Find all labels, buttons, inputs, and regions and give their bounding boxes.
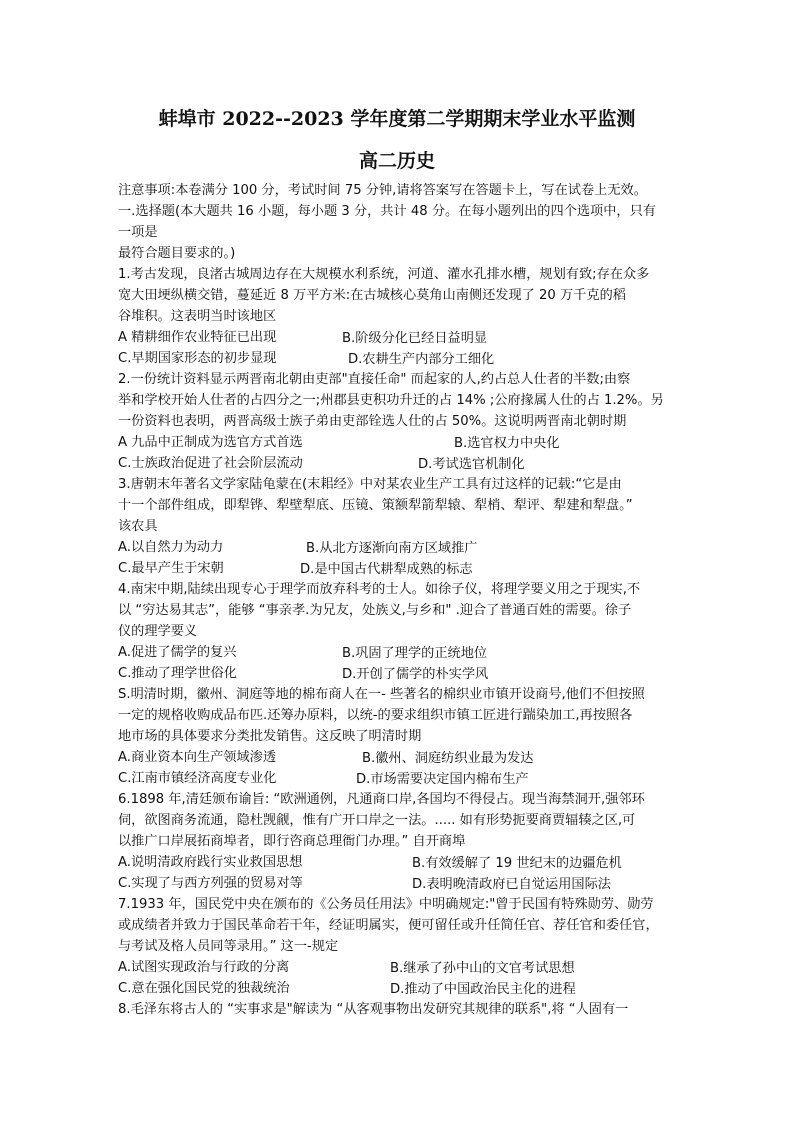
notice-line: 注意事项:本卷满分 100 分，考试时间 75 分钟,请将答案写在答题卡上，写在试卷上无效。 <box>118 183 647 198</box>
q3-option-c: C.最早产生于宋朝 <box>118 561 224 576</box>
question-3-text: 3.唐朝末年著名文学家陆龟蒙在(末耜经》中对某农业生产工具有过这样的记载:“它是由 <box>118 477 622 492</box>
q7-option-b: B.继承了孙中山的文官考试思想 <box>390 961 575 976</box>
question-1-text: 1.考古发现，良渚古城周边存在大规模水利系统，河道、灌水孔排水槽，规划有致;存在众多 <box>118 267 650 282</box>
q5-option-b: B.徽州、洞庭纺织业最为发达 <box>362 751 534 766</box>
q4-option-b: B.巩固了理学的正统地位 <box>342 646 488 661</box>
q4-option-d: D.开创了儒学的朴实学风 <box>342 667 489 682</box>
question-2-text: 一份资料也表明，两晋高级士族子弟由吏部铨选人仕的占 50%。这说明两晋南北朝时期 <box>118 414 627 429</box>
question-7-text: 7.1933 年，国民党中央在颁布的《公务员任用法》中明确规定:"曾于民国有特殊勋劳、勋劳 <box>118 897 654 912</box>
question-3-text: 十一个部件组成，即犁铧、犁壁犁底、压镜、策额犁箭犁辕、犁梢、犁评、犁建和犁盘。” <box>118 498 633 513</box>
question-7-text: 与考试及格人员同等录用。” 这一-规定 <box>118 939 339 954</box>
question-5-text: 一定的规格收购成品布匹.还筹办原料，以统-的要求组织市镇工匠进行踹染加工,再按照各 <box>118 708 633 723</box>
section-heading: 一.选择题(本大题共 16 小题，每小题 3 分，共计 48 分。在每小题列出的四个选项中，只有 <box>118 204 656 219</box>
section-heading-cont: 最符合题目要求的。) <box>118 246 236 261</box>
question-5-text: 地市场的具体要求分类批发销售。这反映了明清时期 <box>118 729 422 744</box>
q1-option-b: B.阶级分化已经日益明显 <box>342 331 488 346</box>
q6-option-d: D.表明晚清政府已自觉运用国际法 <box>412 877 611 892</box>
question-6-text: 以推广口岸展拓商埠者，即行咨商总理衙门办理。” 自开商埠 <box>118 834 466 849</box>
q5-option-c: C.江南市镇经济高度专业化 <box>118 771 277 786</box>
q5-option-a: A.商业资本向生产领域渗透 <box>118 750 277 765</box>
q7-option-d: D.推动了中国政治民主化的进程 <box>390 982 576 997</box>
question-1-text: 谷堆积。这表明当时该地区 <box>118 309 277 324</box>
q1-option-d: D.农耕生产内部分工细化 <box>348 352 495 367</box>
q3-option-a: A.以自然力为动力 <box>118 540 224 555</box>
q7-option-c: C.意在强化国民党的独裁统治 <box>118 981 290 996</box>
q1-option-c: C.早期国家形态的初步显现 <box>118 351 277 366</box>
question-2-text: 举和学校开始人仕者的占四分之一;州郡县吏积功升迁的占 14% ;公府掾属人仕的占 1.2%。另 <box>118 393 664 408</box>
question-8-text: 8.毛泽东将古人的 “实事求是"解读为 “从客观事物出发研究其规律的联系",将 “人固有一 <box>118 1002 629 1017</box>
q2-option-b: B.选官权力中央化 <box>454 436 560 451</box>
q6-option-b: B.有效缓解了 19 世纪末的边疆危机 <box>412 856 622 871</box>
question-6-text: 6.1898 年,清廷颁布谕旨: “欧洲通例，凡通商口岸,各国均不得侵占。现当海禁洞开,强邻环 <box>118 792 645 807</box>
question-4-text: 4.南宋中期,陆续出现专心于理学而放弃科考的士人。如徐子仪，将理学要义用之于现实,不 <box>118 582 641 597</box>
q4-option-c: C.推动了理学世俗化 <box>118 666 237 681</box>
q1-option-a: A 精耕细作农业特征已出现 <box>118 330 277 345</box>
question-2-text: 2.一份统计资料显示两晋南北朝由吏部"直接任命" 而起家的人,约占总人仕者的半数;由察 <box>118 372 631 387</box>
q3-option-b: B.从北方逐渐向南方区域推广 <box>306 541 478 556</box>
section-heading-cont: 一项是 <box>118 225 158 240</box>
question-4-text: 仪的理学要义 <box>118 624 198 639</box>
q2-option-a: A 九品中正制成为选官方式首选 <box>118 435 303 450</box>
q3-option-d: D.是中国古代耕犁成熟的标志 <box>300 562 473 577</box>
exam-subject: 高二历史 <box>358 150 435 172</box>
q5-option-d: D.市场需要决定国内棉布生产 <box>356 772 529 787</box>
q2-option-d: D.考试选官机制化 <box>418 457 525 472</box>
question-1-text: 宽大田埂纵横交错，蔓延近 8 万平方米:在古城核心莫角山南侧还发现了 20 万千克的稻 <box>118 288 626 303</box>
question-5-text: S.明清时期，徽州、洞庭等地的棉布商人在一- 些著名的棉织业市镇开设商号,他们不但按照 <box>118 687 645 702</box>
question-3-text: 该农具 <box>118 519 158 534</box>
q7-option-a: A.试图实现政治与行政的分离 <box>118 960 290 975</box>
q6-option-c: C.实现了与西方列强的贸易对等 <box>118 876 303 891</box>
q2-option-c: C.士族政治促进了社会阶层流动 <box>118 456 303 471</box>
question-7-text: 或成绩者并致力于国民革命若干年，经证明属实，便可留任或升任简任官、荐任官和委任官， <box>118 918 659 933</box>
exam-title: 蚌埠市 2022--2023 学年度第二学期期末学业水平监测 <box>158 108 636 130</box>
q4-option-a: A.促进了儒学的复兴 <box>118 645 237 660</box>
q6-option-a: A.说明清政府践行实业救国思想 <box>118 855 303 870</box>
question-6-text: 伺，欲图商务流通，隐杜觊觎，惟有广开口岸之一法。..... 如有形势扼要商贾辐辏之区,可 <box>118 813 636 828</box>
question-4-text: 以 “穷达易其志”，能够 “事亲孝.为兄友，处族义,与乡和" .迎合了普通百姓的需要。徐子 <box>118 603 632 618</box>
